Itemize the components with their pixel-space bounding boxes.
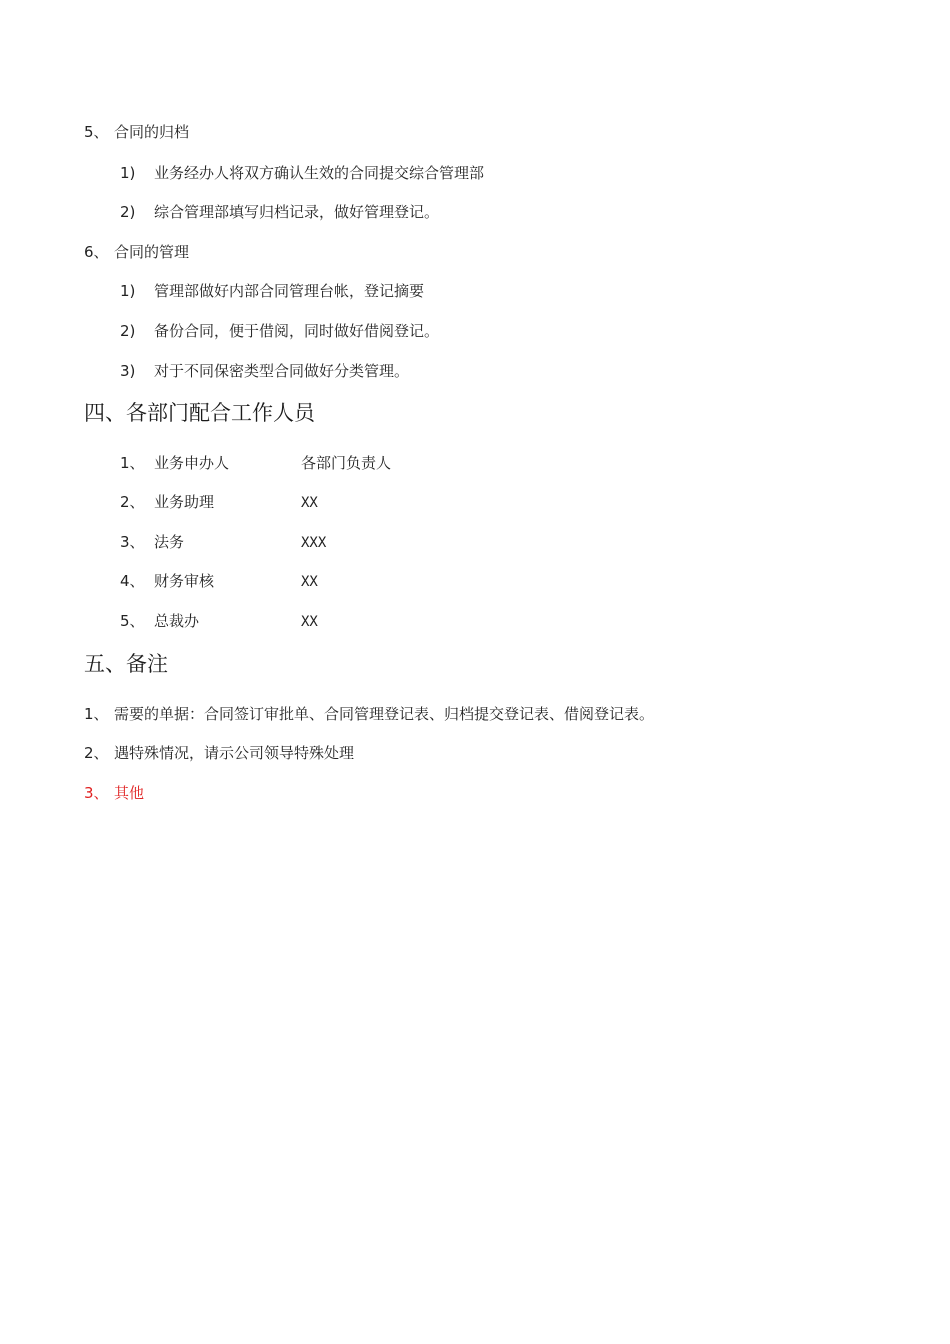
staff-row — [120, 453, 391, 473]
staff-person: XX — [301, 574, 318, 590]
list-item — [120, 202, 439, 222]
staff-number: 4、 — [120, 572, 145, 590]
staff-number: 5、 — [120, 612, 145, 630]
item-number: 2) — [120, 322, 136, 340]
note-item-highlighted — [84, 783, 144, 803]
list-item — [120, 281, 424, 301]
section-5-number: 5、 — [84, 123, 109, 141]
staff-row — [120, 571, 318, 592]
staff-role: 财务审核 — [154, 572, 215, 590]
staff-row — [120, 611, 318, 632]
section-four-heading: 四、各部门配合工作人员 — [84, 401, 315, 425]
item-text: 对于不同保密类型合同做好分类管理。 — [154, 362, 410, 380]
list-item — [120, 361, 409, 381]
staff-person: XX — [301, 614, 318, 630]
section-6-heading — [84, 242, 189, 262]
staff-number: 1、 — [120, 454, 145, 472]
note-number: 1、 — [84, 705, 109, 723]
note-text: 其他 — [114, 784, 145, 802]
staff-person: 各部门负责人 — [301, 454, 392, 472]
staff-role: 法务 — [154, 533, 185, 551]
staff-role: 业务助理 — [154, 493, 215, 511]
section-5-title: 合同的归档 — [114, 123, 190, 141]
staff-row — [120, 532, 326, 553]
list-item — [120, 321, 439, 341]
staff-role: 总裁办 — [154, 612, 200, 630]
staff-person: XXX — [301, 535, 327, 551]
note-number: 2、 — [84, 744, 109, 762]
staff-number: 2、 — [120, 493, 145, 511]
item-text: 备份合同，便于借阅，同时做好借阅登记。 — [154, 322, 440, 340]
staff-person: XX — [301, 495, 318, 511]
item-number: 1) — [120, 282, 136, 300]
item-number: 2) — [120, 203, 136, 221]
section-5-heading — [84, 122, 189, 142]
section-6-title: 合同的管理 — [114, 243, 190, 261]
item-text: 管理部做好内部合同管理台帐，登记摘要 — [154, 282, 425, 300]
item-text: 业务经办人将双方确认生效的合同提交综合管理部 — [154, 164, 485, 182]
staff-role: 业务申办人 — [154, 454, 230, 472]
staff-number: 3、 — [120, 533, 145, 551]
item-number: 3) — [120, 362, 136, 380]
item-number: 1) — [120, 164, 136, 182]
item-text: 综合管理部填写归档记录，做好管理登记。 — [154, 203, 440, 221]
list-item — [120, 163, 484, 183]
section-6-number: 6、 — [84, 243, 109, 261]
note-text: 需要的单据：合同签订审批单、合同管理登记表、归档提交登记表、借阅登记表。 — [114, 705, 655, 723]
staff-row — [120, 492, 318, 513]
note-text: 遇特殊情况，请示公司领导特殊处理 — [114, 744, 355, 762]
note-item — [84, 743, 354, 763]
note-item — [84, 704, 654, 724]
section-five-heading: 五、备注 — [84, 652, 168, 676]
note-number: 3、 — [84, 784, 109, 802]
